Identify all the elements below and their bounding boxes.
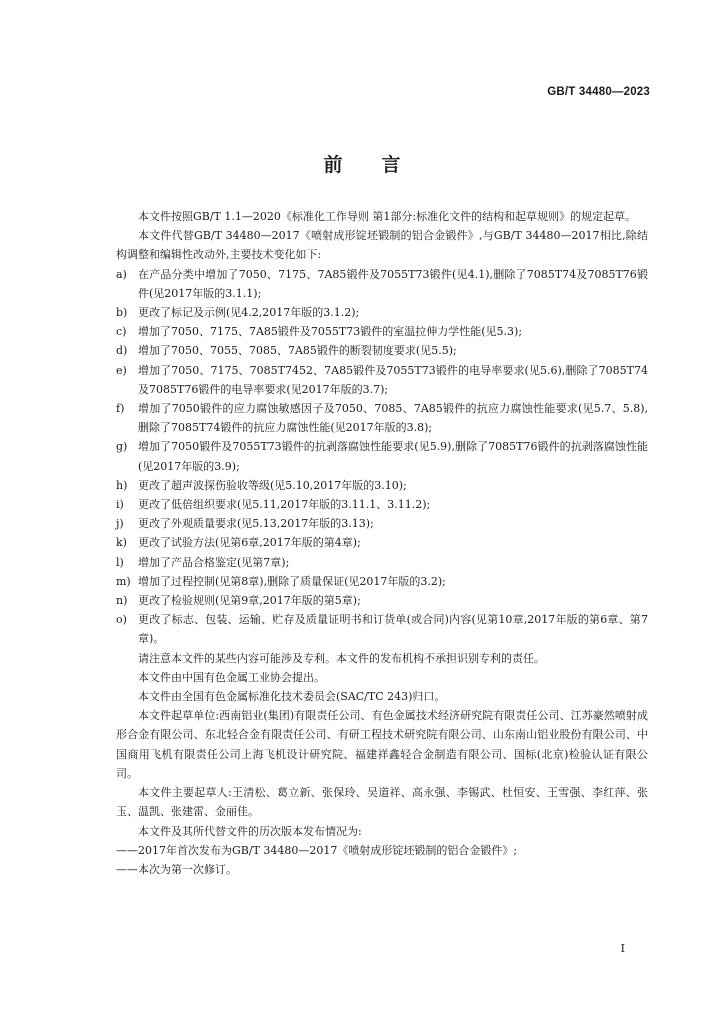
list-item [116,533,648,552]
list-text: 更改了低倍组织要求(见5.11,2017年版的3.11.1、3.11.2); [138,498,431,512]
list-marker: c) [116,325,127,339]
list-text: 增加了7050锻件及7055T73锻件的抗剥落腐蚀性能要求(见5.9),删除了7085T76锻件的抗剥落腐蚀性能(见2017年版的3.9); [138,440,648,473]
list-marker: f) [116,402,125,416]
title-char-1: 前 [323,154,344,176]
list-item [116,572,648,591]
list-item [116,495,648,514]
list-text: 增加了7050、7175、7A85锻件及7055T73锻件的室温拉伸力学性能(见5.3); [138,325,523,339]
list-text: 更改了标志、包装、运输、贮存及质量证明书和订货单(或合同)内容(见第10章,2017年版的第6章、第7章)。 [138,613,648,646]
list-item [116,476,648,495]
history-item: ——2017年首次发布为GB/T 34480—2017《喷射成形锭坯锻制的铝合金锻件》; [116,843,518,857]
list-marker: d) [116,344,128,358]
list-marker: l) [116,555,124,569]
list-item [116,341,648,360]
list-text: 增加了过程控制(见第8章),删除了质量保证(见2017年版的3.2); [138,574,446,588]
paragraph-proposer: 本文件由中国有色金属工业协会提出。 [138,670,325,684]
list-marker: g) [116,440,128,454]
paragraph-committee: 本文件由全国有色金属标准化技术委员会(SAC/TC 243)归口。 [138,690,446,704]
list-text: 更改了试验方法(见第6章,2017年版的第4章); [138,536,361,550]
standard-code: GB/T 34480—2023 [547,86,650,98]
list-text: 更改了外观质量要求(见5.13,2017年版的3.13); [138,517,374,531]
list-marker: e) [116,363,127,377]
document-body [116,207,648,879]
list-text: 增加了7050锻件的应力腐蚀敏感因子及7050、7085、7A85锻件的抗应力腐蚀性能要求(见5.7、5.8),删除了7085T74锻件的抗应力腐蚀性能(见2017年版的3.8); [138,402,648,435]
list-marker: j) [116,517,124,531]
list-text: 增加了产品合格鉴定(见第7章); [138,555,290,569]
list-item [116,322,648,341]
list-text: 增加了7050、7175、7085T7452、7A85锻件及7055T73锻件的电导率要求(见5.6),删除了7085T74及7085T76锻件的电导率要求(见2017年版的3.7); [138,363,648,396]
page-title [0,150,725,177]
list-item [116,361,648,399]
list-text: 增加了7050、7055、7085、7A85锻件的断裂韧度要求(见5.5); [138,344,457,358]
title-char-2: 言 [381,154,402,176]
paragraph-replacement: 本文件代替GB/T 34480—2017《喷射成形锭坯锻制的铝合金锻件》,与GB/T 34480—2017相比,除结构调整和编辑性改动外,主要技术变化如下: [116,229,648,262]
list-marker: o) [116,613,127,627]
list-marker: h) [116,478,128,492]
list-item [116,265,648,303]
changes-list [116,265,648,649]
paragraph-drafting-rules: 本文件按照GB/T 1.1—2020《标准化工作导则 第1部分:标准化文件的结构和起草规则》的规定起草。 [138,210,637,223]
list-marker: i) [116,498,124,512]
list-item [116,610,648,648]
list-text: 在产品分类中增加了7050、7175、7A85锻件及7055T73锻件(见4.1),删除了7085T74及7085T76锻件(见2017年版的3.1.1); [138,267,648,300]
page-number: I [620,942,625,955]
list-text: 更改了检验规则(见第9章,2017年版的第5章); [138,594,361,608]
list-text: 更改了标记及示例(见4.2,2017年版的3.1.2); [138,306,360,320]
list-item [116,303,648,322]
list-item [116,437,648,475]
list-marker: k) [116,536,127,550]
paragraph-history-intro: 本文件及其所代替文件的历次版本发布情况为: [138,824,362,838]
paragraph-patent-notice: 请注意本文件的某些内容可能涉及专利。本文件的发布机构不承担识别专利的责任。 [138,651,545,665]
list-item [116,514,648,533]
list-marker: b) [116,306,128,320]
list-marker: m) [116,574,131,588]
list-item [116,399,648,437]
paragraph-drafting-units: 本文件起草单位:西南铝业(集团)有限责任公司、有色金属技术经济研究院有限责任公司、江苏豪然喷射成形合金有限公司、东北轻合金有限责任公司、有研工程技术研究院有限公司、山东南山铝业股份有限公司、中国商用飞机有限责任公司上海飞机设计研究院、福建祥鑫轻合金制造有限公司、国标(北京)检验认证有限公司。 [116,709,648,780]
history-item: ——本次为第一次修订。 [116,862,237,876]
list-marker: a) [116,267,127,281]
list-item [116,553,648,572]
list-text: 更改了超声波探伤验收等级(见5.10,2017年版的3.10); [138,478,407,492]
list-item [116,591,648,610]
paragraph-drafters: 本文件主要起草人:王清松、葛立新、张保玲、吴道祥、高永强、李锡武、杜恒安、王雪强、李红萍、张玉、温凯、张建雷、金丽佳。 [116,786,648,819]
list-marker: n) [116,594,128,608]
